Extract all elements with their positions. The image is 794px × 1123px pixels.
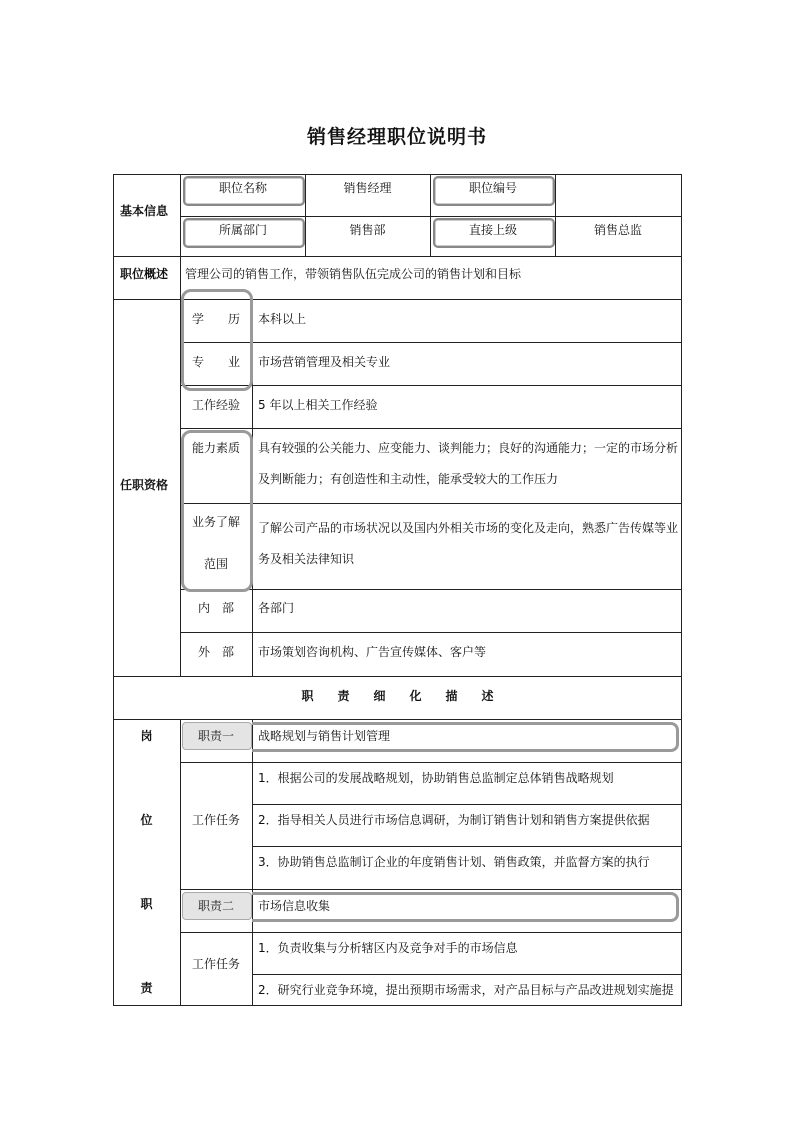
department-label: 所属部门 [218, 223, 267, 237]
duty2-name: 市场信息收集 [258, 899, 331, 913]
duty1-task-label: 工作任务 [191, 813, 240, 827]
duty2-task: 2．研究行业竞争环境，提出预期市场需求，对产品目标与产品改进规划实施提 [258, 983, 674, 997]
col-divider [180, 174, 181, 256]
duty-detail-header: 职 责 细 化 描 述 [301, 689, 494, 703]
experience-value: 5 年以上相关工作经验 [258, 398, 378, 412]
row-divider [180, 503, 682, 504]
duty-side-char: 位 [140, 813, 153, 827]
duty1-task: 3．协助销售总监制订企业的年度销售计划、销售政策，并监督方案的执行 [258, 855, 650, 869]
duty-side-char: 职 [140, 897, 153, 911]
ability-label: 能力素质 [191, 441, 240, 455]
position-code-label: 职位编号 [468, 181, 517, 195]
education-value: 本科以上 [258, 312, 307, 326]
scope-label-line2: 范围 [203, 557, 228, 571]
overview-text: 管理公司的销售工作，带领销售队伍完成公司的销售计划和目标 [185, 267, 522, 281]
education-label: 学 历 [191, 312, 240, 326]
table-border [113, 174, 682, 175]
table-border [113, 1005, 682, 1006]
major-value: 市场营销管理及相关专业 [258, 355, 391, 369]
internal-label: 内 部 [197, 601, 234, 615]
scope-value-line1: 了解公司产品的市场状况以及国内外相关市场的变化及走向，熟悉广告传媒等业 [258, 521, 679, 535]
supervisor-label: 直接上级 [468, 223, 517, 237]
col-divider [180, 256, 181, 300]
row-divider [180, 216, 682, 217]
supervisor-value: 销售总监 [593, 223, 642, 237]
duty-side-char: 责 [140, 981, 153, 995]
row-divider [180, 762, 682, 763]
row-divider [252, 846, 682, 847]
label-group-frame [181, 289, 253, 391]
row-divider [180, 428, 682, 429]
row-divider [180, 889, 682, 890]
document-title: 销售经理职位说明书 [306, 126, 487, 148]
ability-value-line1: 具有较强的公关能力、应变能力、谈判能力；良好的沟通能力；一定的市场分析 [258, 441, 679, 455]
row-divider [113, 719, 682, 720]
row-divider [252, 804, 682, 805]
duty2-task: 1．负责收集与分析辖区内及竞争对手的市场信息 [258, 941, 518, 955]
row-divider [180, 385, 682, 386]
position-name-label: 职位名称 [218, 181, 267, 195]
row-divider [252, 974, 682, 975]
duty2-label: 职责二 [197, 899, 234, 913]
experience-label: 工作经验 [191, 398, 240, 412]
row-divider [180, 932, 682, 933]
major-label: 专 业 [191, 355, 240, 369]
duty1-task: 2．指导相关人员进行市场信息调研，为制订销售计划和销售方案提供依据 [258, 813, 650, 827]
duty2-task-label: 工作任务 [191, 957, 240, 971]
col-divider [430, 174, 431, 256]
external-label: 外 部 [197, 645, 234, 659]
duty1-label: 职责一 [197, 729, 234, 743]
qualifications-label: 任职资格 [120, 478, 169, 492]
ability-value-line2: 及判断能力；有创造性和主动性，能承受较大的工作压力 [258, 472, 559, 486]
external-value: 市场策划咨询机构、广告宣传媒体、客户等 [258, 645, 487, 659]
duty-side-char: 岗 [140, 729, 153, 743]
row-divider [180, 342, 682, 343]
col-divider [555, 174, 556, 256]
internal-value: 各部门 [258, 601, 295, 615]
basic-info-label: 基本信息 [120, 204, 169, 218]
duty1-task: 1．根据公司的发展战略规划，协助销售总监制定总体销售战略规划 [258, 771, 614, 785]
duty1-name: 战略规划与销售计划管理 [258, 729, 391, 743]
position-name-value: 销售经理 [343, 181, 392, 195]
row-divider [113, 676, 682, 677]
overview-label: 职位概述 [120, 267, 169, 281]
row-divider [180, 589, 682, 590]
row-divider [180, 632, 682, 633]
scope-label-line1: 业务了解 [191, 515, 240, 529]
department-value: 销售部 [349, 223, 386, 237]
scope-value-line2: 务及相关法律知识 [258, 552, 355, 566]
row-divider [113, 256, 682, 257]
